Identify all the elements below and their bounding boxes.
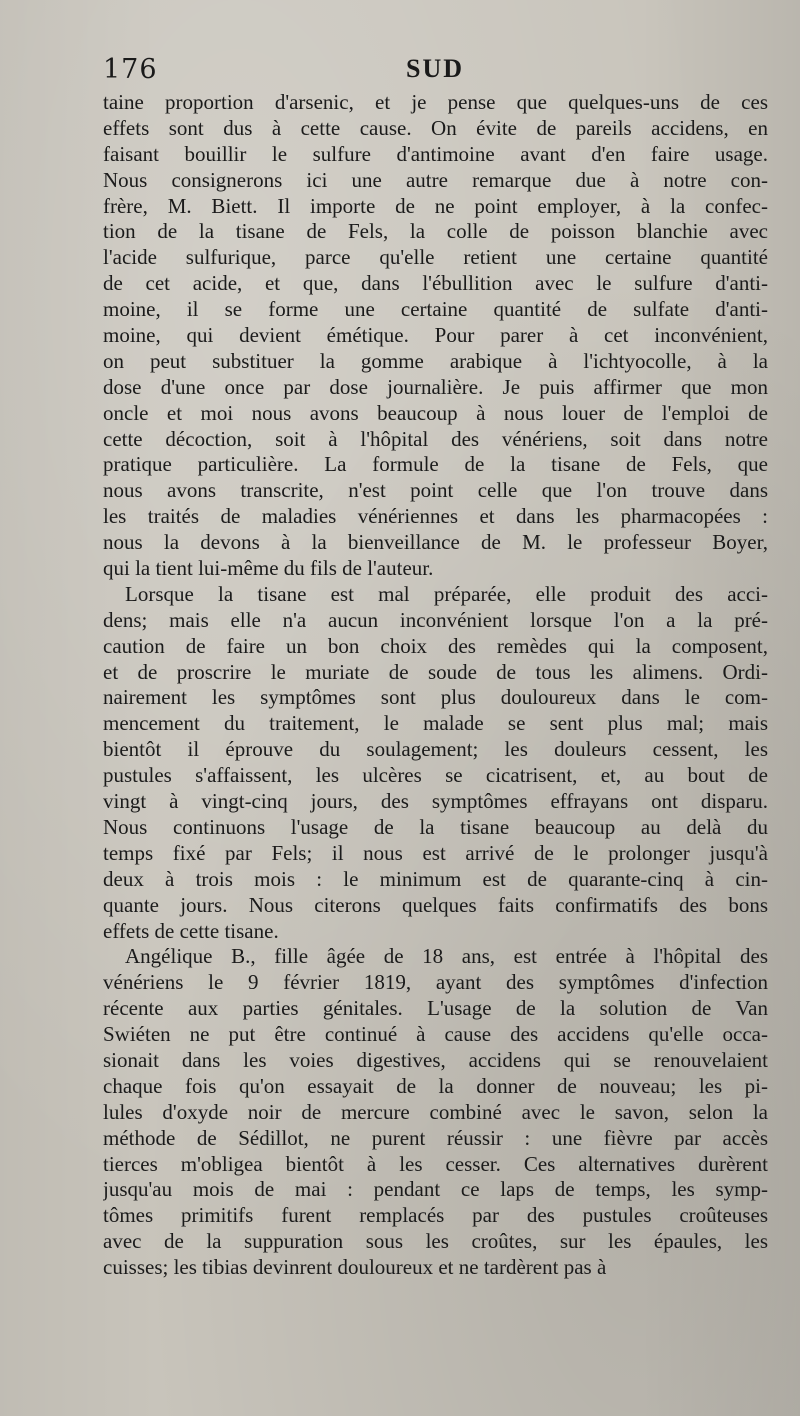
text-line: nous la devons à la bienveillance de M. le professeur Boyer, — [103, 530, 768, 555]
text-line: de cet acide, et que, dans l'ébullition avec le sulfure d'anti- — [103, 271, 768, 296]
text-line: tômes primitifs furent remplacés par des pustules croûteuses — [103, 1203, 768, 1228]
text-line: avec de la suppuration sous les croûtes, sur les épaules, les — [103, 1229, 768, 1254]
text-line: deux à trois mois : le minimum est de quarante-cinq à cin- — [103, 866, 768, 891]
paragraph — [103, 582, 768, 944]
text-line: oncle et moi nous avons beaucoup à nous louer de l'emploi de — [103, 400, 768, 425]
text-line: Nous continuons l'usage de la tisane beaucoup au delà du — [103, 814, 768, 839]
text-line: nous avons transcrite, n'est point celle que l'on trouve dans — [103, 478, 768, 503]
text-line: tierces m'obligea bientôt à les cesser. Ces alternatives durèrent — [103, 1151, 768, 1176]
text-line: sionait dans les voies digestives, accidens qui se renouvelaient — [103, 1047, 768, 1072]
text-line: moine, il se forme une certaine quantité de sulfate d'anti- — [103, 297, 768, 322]
text-line: faisant bouillir le sulfure d'antimoine avant d'en faire usage. — [103, 141, 768, 166]
body-text — [103, 90, 768, 1281]
text-line: pratique particulière. La formule de la tisane de Fels, que — [103, 452, 768, 477]
text-line: temps fixé par Fels; il nous est arrivé de le prolonger jusqu'à — [103, 840, 768, 865]
running-head: SUD — [406, 54, 465, 83]
text-line: caution de faire un bon choix des remèdes qui la composent, — [103, 633, 768, 658]
text-line: effets de cette tisane. — [103, 918, 279, 943]
text-line: les traités de maladies vénériennes et dans les pharmacopées : — [103, 504, 768, 529]
text-line: Lorsque la tisane est mal préparée, elle produit des acci- — [125, 581, 768, 606]
text-line: pustules s'affaissent, les ulcères se cicatrisent, et, au bout de — [103, 763, 768, 788]
text-line: quante jours. Nous citerons quelques faits confirmatifs des bons — [103, 892, 768, 917]
text-line: vingt à vingt-cinq jours, des symptômes effrayans ont disparu. — [103, 789, 768, 814]
text-line: cette décoction, soit à l'hôpital des vénériens, soit dans notre — [103, 426, 768, 451]
text-line: qui la tient lui-même du fils de l'auteur. — [103, 556, 434, 581]
text-line: l'acide sulfurique, parce qu'elle retient une certaine quantité — [103, 245, 768, 270]
text-line: dens; mais elle n'a aucun inconvénient lorsque l'on a la pré- — [103, 607, 768, 632]
text-line: nairement les symptômes sont plus douloureux dans le com- — [103, 685, 768, 710]
text-line: dose d'une once par dose journalière. Je puis affirmer que mon — [103, 374, 768, 399]
text-line: Nous consignerons ici une autre remarque due à notre con- — [103, 167, 768, 192]
paragraph — [103, 90, 768, 582]
text-line: mencement du traitement, le malade se sent plus mal; mais — [103, 711, 768, 736]
text-line: récente aux parties génitales. L'usage de la solution de Van — [103, 996, 768, 1021]
text-line: frère, M. Biett. Il importe de ne point employer, à la confec- — [103, 193, 768, 218]
paragraph — [103, 944, 768, 1281]
text-line: et de proscrire le muriate de soude de tous les alimens. Ordi- — [103, 659, 768, 684]
text-line: tion de la tisane de Fels, la colle de poisson blanchie avec — [103, 219, 768, 244]
text-line: Swiéten ne put être continué à cause des accidens qu'elle occa- — [103, 1022, 768, 1047]
text-line: taine proportion d'arsenic, et je pense que quelques-uns de ces — [103, 90, 768, 114]
page-number: 176 — [103, 54, 158, 85]
text-line: méthode de Sédillot, ne purent réussir : une fièvre par accès — [103, 1125, 768, 1150]
page-header — [103, 50, 768, 90]
text-line: effets sont dus à cette cause. On évite de pareils accidens, en — [103, 115, 768, 140]
text-line: vénériens le 9 février 1819, ayant des symptômes d'infection — [103, 970, 768, 995]
text-line: lules d'oxyde noir de mercure combiné avec le savon, selon la — [103, 1099, 768, 1124]
text-line: Angélique B., fille âgée de 18 ans, est entrée à l'hôpital des — [125, 944, 768, 969]
text-line: chaque fois qu'on essayait de la donner de nouveau; les pi- — [103, 1073, 768, 1098]
text-line: cuisses; les tibias devinrent douloureux et ne tardèrent pas à — [103, 1255, 607, 1280]
text-line: bientôt il éprouve du soulagement; les douleurs cessent, les — [103, 737, 768, 762]
text-line: on peut substituer la gomme arabique à l'ichtyocolle, à la — [103, 348, 768, 373]
text-line: moine, qui devient émétique. Pour parer à cet inconvénient, — [103, 323, 768, 348]
text-line: jusqu'au mois de mai : pendant ce laps de temps, les symp- — [103, 1177, 768, 1202]
